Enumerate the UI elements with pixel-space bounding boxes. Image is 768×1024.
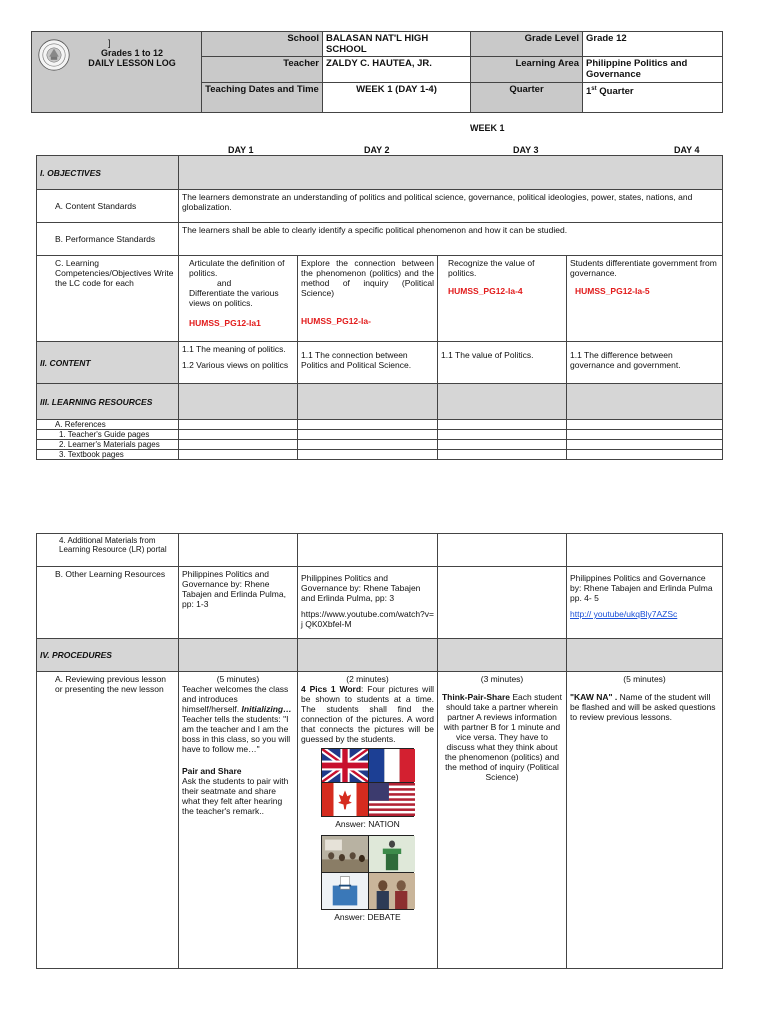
france-flag-icon <box>369 749 415 782</box>
teacher-value: ZALDY C. HAUTEA, JR. <box>323 57 471 83</box>
procedures-day1-fill <box>179 639 298 672</box>
objectives-header-fill <box>179 156 723 190</box>
procedure-day2-title: 4 Pics 1 Word <box>301 684 362 694</box>
teacher-label: Teacher <box>202 57 323 83</box>
competency-day2 <box>298 256 438 342</box>
grade-label: Grade Level <box>471 32 583 57</box>
procedure-day4-text: Name of the student will be flashed and will be asked questions to review previous lessons. <box>570 692 716 722</box>
objectives-section: I. OBJECTIVES <box>37 156 179 190</box>
debate-picture-grid <box>321 835 414 910</box>
day-2-header: DAY 2 <box>364 145 390 155</box>
procedure-day1-initializing: Initializing… <box>241 704 292 714</box>
procedure-day3 <box>438 672 567 969</box>
procedures-section: IV. PROCEDURES <box>37 639 179 672</box>
header-logo-cell <box>32 32 202 113</box>
other-resources-day2 <box>298 567 438 639</box>
lesson-log-header <box>31 31 723 113</box>
procedure-day1-intro: Teacher welcomes the class and introduces himself/herself. <box>182 684 289 714</box>
deped-seal-icon <box>38 39 70 71</box>
uk-flag-icon <box>322 749 368 782</box>
resources-section: III. LEARNING RESOURCES <box>37 384 179 420</box>
title-grades: Grades 1 to 12 <box>100 48 164 58</box>
school-value: BALASAN NAT'L HIGH SCHOOL <box>323 32 471 57</box>
school-label: School <box>202 32 323 57</box>
usa-flag-icon <box>369 783 415 816</box>
bracket-mark: ] <box>108 38 111 48</box>
procedure-day2 <box>298 672 438 969</box>
review-lesson-label: A. Reviewing previous lesson or presenting the new lesson <box>37 672 179 969</box>
resources-day1-fill <box>179 384 298 420</box>
procedure-day3-title: Think-Pair-Share <box>441 692 511 702</box>
resources-day3-fill <box>438 384 567 420</box>
content-day2: 1.1 The connection between Politics and Political Science. <box>298 342 438 384</box>
competency-day3-text: Recognize the value of politics. <box>448 258 535 278</box>
classroom-photo-icon <box>322 836 368 872</box>
lesson-table-part2 <box>36 533 723 969</box>
area-label: Learning Area <box>471 57 583 83</box>
competency-day4-code: HUMSS_PG12-Ia-5 <box>575 286 650 296</box>
content-day3: 1.1 The value of Politics. <box>438 342 567 384</box>
quarter-label: Quarter <box>471 83 583 113</box>
content-day4: 1.1 The difference between governance and government. <box>567 342 723 384</box>
competencies-label: C. Learning Competencies/Objectives Write the LC code for each <box>37 256 179 342</box>
procedure-day1-quote: Teacher tells the students: "I am the teacher and I am the boss in this class, so you will have to follow me…" <box>182 714 291 754</box>
other-resources-day4-text: Philippines Politics and Governance by: Rhene Tabajen and Erlinda Pulma pp. 4- 5 <box>570 573 713 603</box>
other-resources-day2-url: https://www.youtube.com/watch?v=j QK0Xbfel-M <box>301 609 434 629</box>
other-resources-day2-text: Philippines Politics and Governance by: Rhene Tabajen and Erlinda Pulma, pp: 3 <box>301 573 421 603</box>
content-section: II. CONTENT <box>37 342 179 384</box>
day-4-header: DAY 4 <box>674 145 700 155</box>
content-standards-text: The learners demonstrate an understanding of politics and political science, governance, political ideologies, power, states, nations, and globalization. <box>179 190 723 223</box>
procedure-day3-time: (3 minutes) <box>480 674 524 684</box>
procedures-day2-fill <box>298 639 438 672</box>
procedure-day4-time: (5 minutes) <box>623 674 666 684</box>
header-title <box>72 38 192 68</box>
competency-day1 <box>179 256 298 342</box>
competency-day4-text: Students differentiate government from governance. <box>570 258 717 278</box>
day-3-header: DAY 3 <box>513 145 539 155</box>
procedure-day1-pair-share: Pair and Share <box>182 766 242 776</box>
content-day1-b: 1.2 Various views on politics <box>182 360 289 370</box>
resources-day4-fill <box>567 384 723 420</box>
other-resources-label: B. Other Learning Resources <box>37 567 179 639</box>
procedure-day4-title: "KAW NA" . <box>570 692 618 702</box>
procedure-day1-pair-text: Ask the students to pair with their seatmate and share what they felt after hearing the teacher's remark.. <box>182 776 289 816</box>
title-dll: DAILY LESSON LOG <box>88 58 176 68</box>
other-resources-day1: Philippines Politics and Governance by: Rhene Tabajen and Erlinda Pulma, pp: 1-3 <box>179 567 298 639</box>
dates-value: WEEK 1 (DAY 1-4) <box>323 83 471 113</box>
area-value: Philippine Politics and Governance <box>583 57 723 83</box>
competency-day1-code: HUMSS_PG12-Ia1 <box>189 318 261 328</box>
textbook-pages-label: 3. Textbook pages <box>37 450 179 460</box>
other-resources-day4 <box>567 567 723 639</box>
flags-picture-grid <box>321 748 414 817</box>
competency-day3-code: HUMSS_PG12-Ia-4 <box>448 286 523 296</box>
competency-day2-code: HUMSS_PG12-Ia- <box>301 316 371 326</box>
additional-materials-label: 4. Additional Materials from Learning Resource (LR) portal <box>37 534 179 567</box>
procedure-day1-time: (5 minutes) <box>216 674 260 684</box>
content-day1 <box>179 342 298 384</box>
competency-day2-text: Explore the connection between the phenomenon (politics) and the method of inquiry (Political Science) <box>301 258 434 298</box>
references-label: A. References <box>37 420 179 430</box>
podium-icon <box>369 836 415 872</box>
learners-materials-label: 2. Learner's Materials pages <box>37 440 179 450</box>
ballot-box-icon <box>322 873 368 909</box>
procedure-day3-text: Each student should take a partner wherein partner A reviews information with partner B for 1 minute and vice versa. They have to discuss what they think about the phenomenon (politics) and the method of inquiry (Political Science) <box>443 692 562 782</box>
day-1-header: DAY 1 <box>228 145 254 155</box>
procedure-day2-text: : Four pictures will be shown to students at a time. The students shall find the connection of the pictures. A word that connects the pictures will be guessed by the students. <box>301 684 434 744</box>
content-day1-a: 1.1 The meaning of politics. <box>182 344 286 354</box>
procedure-day1 <box>179 672 298 969</box>
canada-flag-icon <box>322 783 368 816</box>
competency-day3 <box>438 256 567 342</box>
procedures-day4-fill <box>567 639 723 672</box>
content-standards-label: A. Content Standards <box>37 190 179 223</box>
week-title: WEEK 1 <box>470 123 505 133</box>
competency-day1-and: and <box>217 278 232 288</box>
teachers-guide-label: 1. Teacher's Guide pages <box>37 430 179 440</box>
dates-label: Teaching Dates and Time <box>202 83 323 113</box>
competency-day1-line2: Differentiate the various views on politics. <box>189 288 279 308</box>
grade-value: Grade 12 <box>583 32 723 57</box>
other-resources-day4-link[interactable]: http:// youtube/ukqBly7AZSc <box>570 609 678 619</box>
procedures-day3-fill <box>438 639 567 672</box>
speakers-photo-icon <box>369 873 415 909</box>
performance-standards-label: B. Performance Standards <box>37 223 179 256</box>
performance-standards-text: The learners shall be able to clearly identify a specific political phenomenon and how it can be studied. <box>179 223 723 256</box>
answer-nation: Answer: NATION <box>335 819 400 829</box>
quarter-value: 1st Quarter <box>583 83 723 113</box>
procedure-day2-time: (2 minutes) <box>346 674 389 684</box>
resources-day2-fill <box>298 384 438 420</box>
lesson-table-part1 <box>36 155 723 460</box>
procedure-day4 <box>567 672 723 969</box>
competency-day1-line1: Articulate the definition of politics. <box>189 258 285 278</box>
competency-day4 <box>567 256 723 342</box>
answer-debate: Answer: DEBATE <box>334 912 401 922</box>
